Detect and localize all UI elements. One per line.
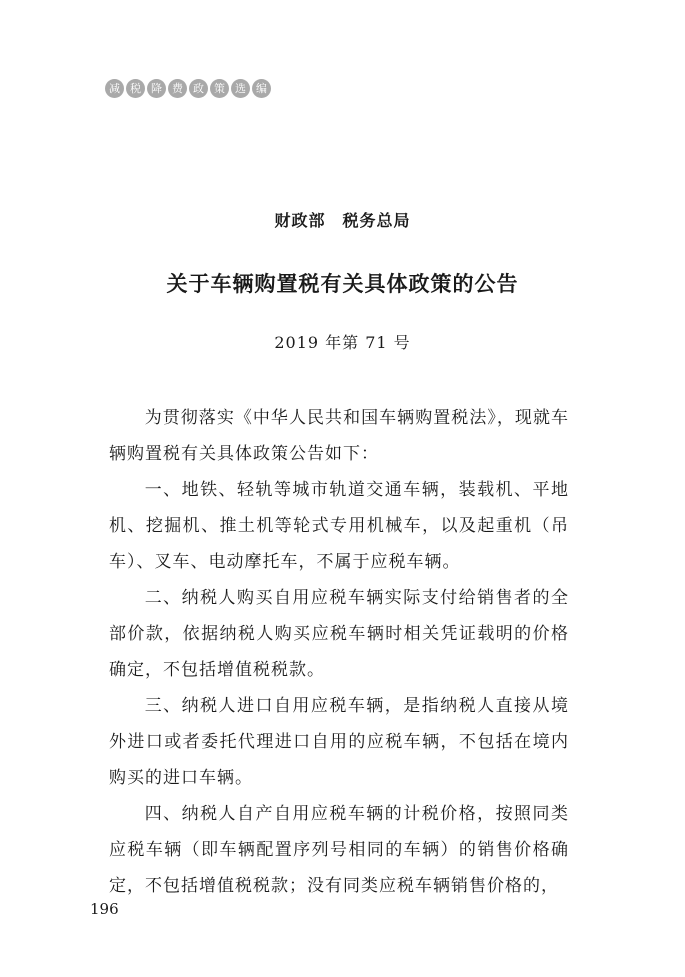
paragraph: 二、纳税人购买自用应税车辆实际支付给销售者的全部价款，依据纳税人购买应税车辆时相关凭证载明的价格确定，不包括增值税税款。: [109, 588, 569, 680]
series-label-char: 政: [189, 79, 208, 98]
series-label-char: 费: [168, 79, 187, 98]
document-title: 关于车辆购置税有关具体政策的公告: [166, 271, 519, 296]
paragraph: 为贯彻落实《中华人民共和国车辆购置税法》，现就车辆购置税有关具体政策公告如下：: [109, 408, 569, 464]
series-label: [105, 79, 271, 98]
series-label-char: 降: [147, 79, 166, 98]
document-body: [109, 400, 569, 904]
series-label-char: 减: [105, 79, 124, 98]
paragraph: 三、纳税人进口自用应税车辆，是指纳税人直接从境外进口或者委托代理进口自用的应税车辆，不包括在境内购买的进口车辆。: [109, 696, 569, 788]
issuer-line: 财政部 税务总局: [274, 211, 411, 230]
series-label-char: 策: [210, 79, 229, 98]
paragraph: 一、地铁、轻轨等城市轨道交通车辆，装载机、平地机、挖掘机、推土机等轮式专用机械车，以及起重机（吊车）、叉车、电动摩托车，不属于应税车辆。: [109, 480, 569, 572]
document-number: 2019 年第 71 号: [274, 333, 411, 352]
page-number: 196: [90, 900, 119, 918]
series-label-char: 编: [252, 79, 271, 98]
paragraph: 四、纳税人自产自用应税车辆的计税价格，按照同类应税车辆（即车辆配置序列号相同的车辆）的销售价格确定，不包括增值税税款；没有同类应税车辆销售价格的，: [109, 804, 569, 896]
series-label-char: 选: [231, 79, 250, 98]
series-label-char: 税: [126, 79, 145, 98]
